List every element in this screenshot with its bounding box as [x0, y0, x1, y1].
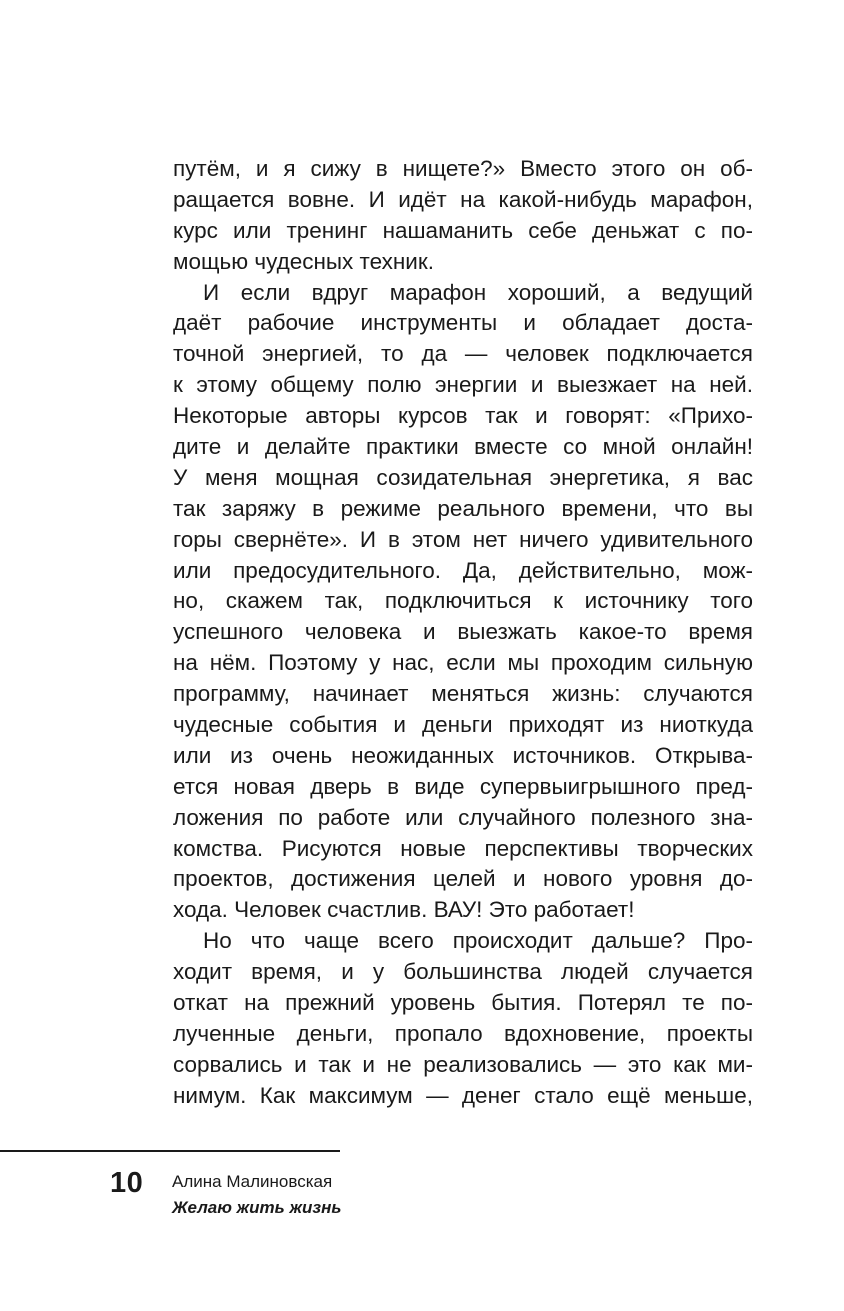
author-name: Алина Малиновская — [172, 1172, 333, 1191]
text-line: успешного человека и выезжать какое-то время — [173, 619, 753, 645]
text-line: дите и делайте практики вместе со мной онлайн! — [173, 434, 753, 460]
paragraph-3 — [173, 926, 753, 1111]
text-line: точной энергией, то да — человек подключается — [173, 341, 753, 367]
text-line: на нём. Поэтому у нас, если мы проходим сильную — [173, 650, 753, 676]
text-line: программу, начинает меняться жизнь: случаются — [173, 681, 753, 707]
text-line: горы свернёте». И в этом нет ничего удивительного — [173, 526, 753, 552]
text-line: так заряжу в режиме реального времени, что вы — [173, 495, 753, 521]
text-line: Некоторые авторы курсов так и говорят: «Прихо- — [173, 403, 753, 429]
text-line: лученные деньги, пропало вдохновение, проекты — [173, 1020, 753, 1046]
footer-divider — [0, 1150, 340, 1152]
text-line: путём, и я сижу в нищете?» Вместо этого он об- — [173, 156, 753, 181]
text-line: откат на прежний уровень бытия. Потерял те по- — [173, 990, 753, 1016]
text-line: курс или тренинг нашаманить себе деньжат с по- — [173, 217, 753, 243]
text-line: мощью чудесных техник. — [173, 248, 434, 274]
text-line: комства. Рисуются новые перспективы творческих — [173, 835, 753, 861]
text-line: И если вдруг марафон хороший, а ведущий — [203, 279, 753, 305]
text-line: но, скажем так, подключиться к источнику того — [173, 588, 753, 614]
text-line: нимум. Как максимум — денег стало ещё меньше, — [173, 1082, 753, 1108]
text-line: ложения по работе или случайного полезного зна- — [173, 804, 753, 830]
paragraph-2 — [173, 278, 753, 927]
paragraph-1 — [173, 154, 753, 278]
text-line: ходит время, и у большинства людей случается — [173, 959, 753, 985]
text-line: чудесные события и деньги приходят из ниоткуда — [173, 712, 753, 738]
body-text — [173, 154, 753, 1112]
text-line: хода. Человек счастлив. ВАУ! Это работает! — [173, 897, 635, 923]
text-line: проектов, достижения целей и нового уровня до- — [173, 866, 753, 892]
text-line: Но что чаще всего происходит дальше? Про- — [203, 928, 753, 954]
text-line: или предосудительного. Да, действительно, мож- — [173, 557, 753, 583]
text-line: ращается вовне. И идёт на какой-нибудь марафон, — [173, 186, 753, 212]
text-line: даёт рабочие инструменты и обладает доста- — [173, 310, 753, 336]
text-line: сорвались и так и не реализовались — это как ми- — [173, 1051, 753, 1077]
book-title: Желаю жить жизнь — [172, 1198, 342, 1217]
page-number: 10 — [110, 1167, 144, 1199]
text-line: У меня мощная созидательная энергетика, я вас — [173, 464, 753, 490]
text-line: или из очень неожиданных источников. Открыва- — [173, 742, 753, 768]
text-line: к этому общему полю энергии и выезжает на ней. — [173, 372, 753, 398]
text-line: ется новая дверь в виде супервыигрышного пред- — [173, 773, 753, 799]
